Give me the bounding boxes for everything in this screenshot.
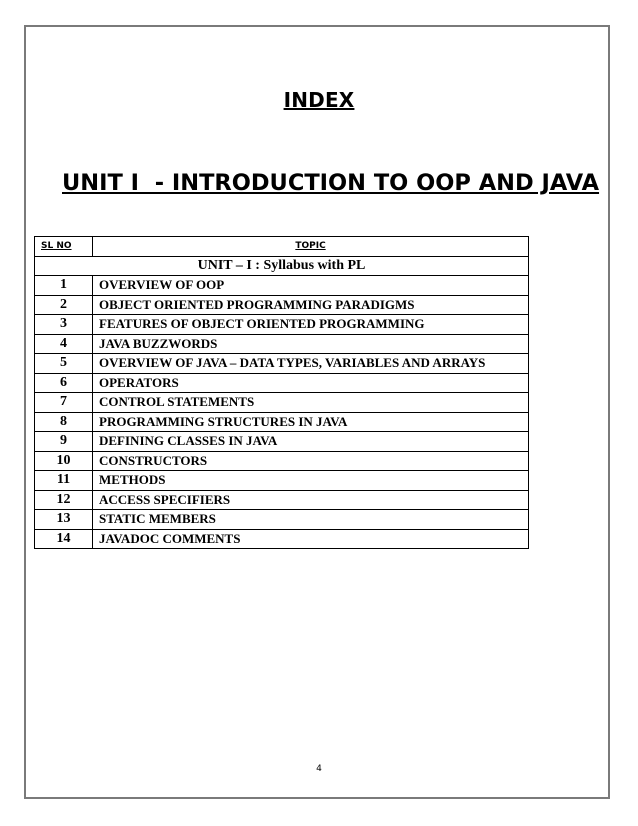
row-number: 13 — [35, 510, 93, 530]
row-topic: OPERATORS — [93, 373, 529, 393]
table-row — [35, 393, 529, 413]
table-row — [35, 529, 529, 549]
table-row — [35, 451, 529, 471]
unit-row-label: UNIT – I : Syllabus with PL — [35, 256, 529, 276]
syllabus-table — [34, 236, 529, 549]
table-row — [35, 373, 529, 393]
row-topic: ACCESS SPECIFIERS — [93, 490, 529, 510]
table-row — [35, 432, 529, 452]
index-title: INDEX — [283, 88, 355, 112]
row-number: 1 — [35, 276, 93, 296]
row-topic: PROGRAMMING STRUCTURES IN JAVA — [93, 412, 529, 432]
table-header-row — [35, 237, 529, 257]
table-row — [35, 295, 529, 315]
table-row — [35, 315, 529, 335]
row-number: 12 — [35, 490, 93, 510]
unit-row — [35, 256, 529, 276]
row-number: 6 — [35, 373, 93, 393]
table-row — [35, 334, 529, 354]
page-number: 4 — [316, 764, 322, 774]
row-topic: DEFINING CLASSES IN JAVA — [93, 432, 529, 452]
topic-header: TOPIC — [93, 237, 529, 257]
row-number: 2 — [35, 295, 93, 315]
table-row — [35, 510, 529, 530]
table-row — [35, 354, 529, 374]
row-number: 10 — [35, 451, 93, 471]
row-topic: OBJECT ORIENTED PROGRAMMING PARADIGMS — [93, 295, 529, 315]
row-topic: STATIC MEMBERS — [93, 510, 529, 530]
row-topic: OVERVIEW OF OOP — [93, 276, 529, 296]
row-number: 8 — [35, 412, 93, 432]
unit-title: UNIT I - INTRODUCTION TO OOP AND JAVA — [62, 170, 600, 196]
row-topic: CONSTRUCTORS — [93, 451, 529, 471]
table-row — [35, 471, 529, 491]
row-number: 5 — [35, 354, 93, 374]
row-topic: METHODS — [93, 471, 529, 491]
row-number: 11 — [35, 471, 93, 491]
table-row — [35, 412, 529, 432]
sl-no-header: SL NO — [35, 237, 93, 257]
row-number: 4 — [35, 334, 93, 354]
row-topic: CONTROL STATEMENTS — [93, 393, 529, 413]
row-topic: JAVA BUZZWORDS — [93, 334, 529, 354]
row-number: 7 — [35, 393, 93, 413]
row-number: 14 — [35, 529, 93, 549]
row-number: 9 — [35, 432, 93, 452]
row-number: 3 — [35, 315, 93, 335]
table-row — [35, 490, 529, 510]
row-topic: JAVADOC COMMENTS — [93, 529, 529, 549]
row-topic: FEATURES OF OBJECT ORIENTED PROGRAMMING — [93, 315, 529, 335]
row-topic: OVERVIEW OF JAVA – DATA TYPES, VARIABLES AND ARRAYS — [93, 354, 529, 374]
table-row — [35, 276, 529, 296]
